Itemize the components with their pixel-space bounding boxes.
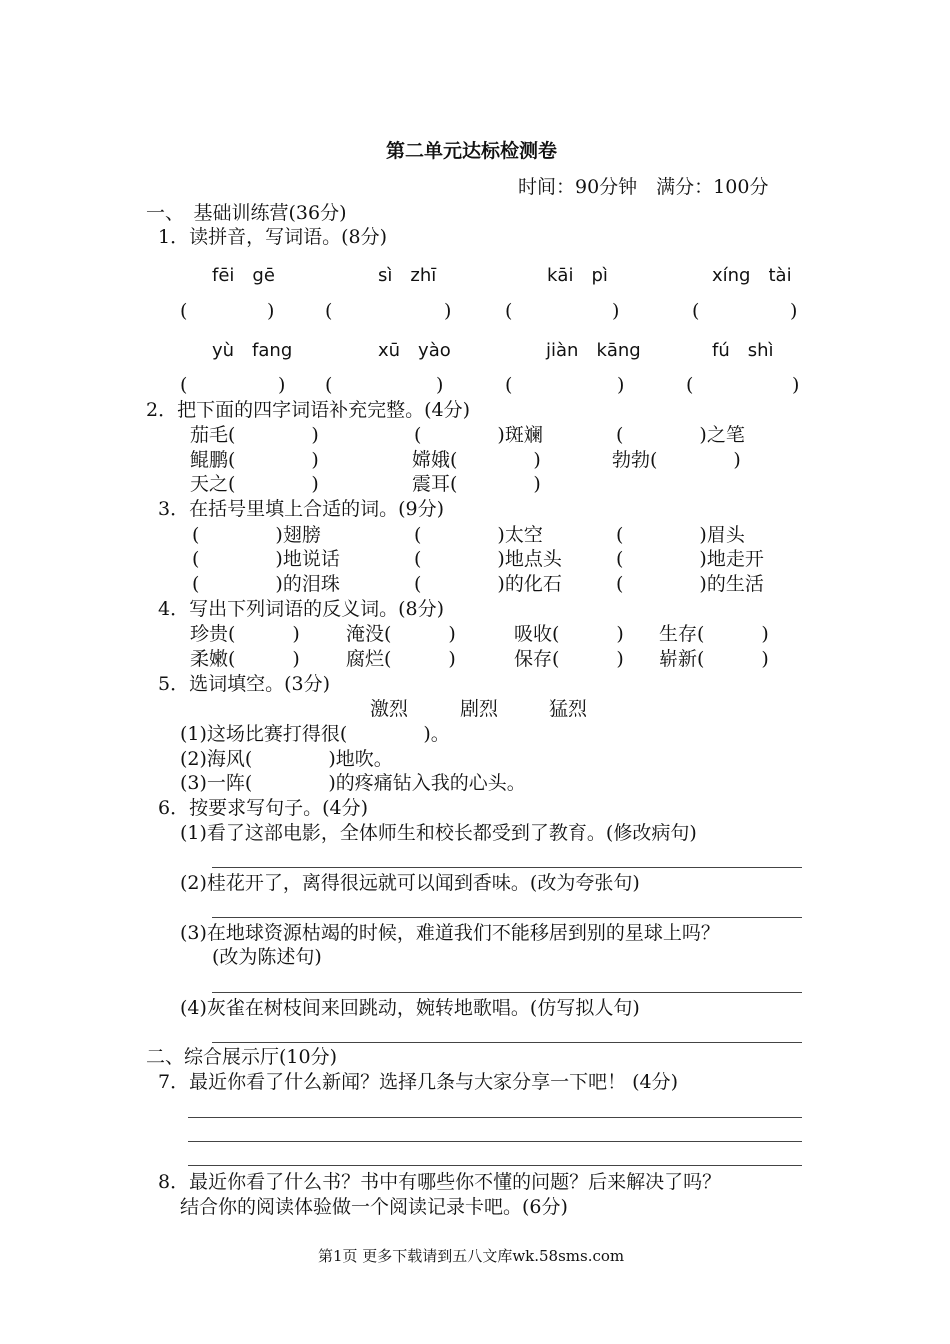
q2-item[interactable]: 茄毛( )	[190, 424, 319, 446]
q3-item[interactable]: ( )的化石	[414, 573, 562, 595]
q6-item: (1)看了这部电影，全体师生和校长都受到了教育。(修改病句)	[180, 822, 697, 844]
q2-item[interactable]: 震耳( )	[412, 473, 541, 495]
q1-pinyin: kāi pì	[547, 265, 608, 286]
q5-item[interactable]: (1)这场比赛打得很( )。	[180, 723, 450, 745]
answer-paren-close: )	[267, 300, 275, 322]
q6-item: (3)在地球资源枯竭的时候，难道我们不能移居到别的星球上吗？	[180, 922, 720, 944]
q3-item[interactable]: ( )太空	[414, 524, 543, 546]
q3-item[interactable]: ( )的泪珠	[192, 573, 340, 595]
q5-word-option: 剧烈	[460, 698, 499, 720]
q3-item[interactable]: ( )的生活	[616, 573, 764, 595]
q2-item[interactable]: 鲲鹏( )	[190, 449, 319, 471]
q5-item[interactable]: (3)一阵( )的疼痛钻入我的心头。	[180, 772, 526, 794]
q2-item[interactable]: 天之( )	[190, 473, 319, 495]
section-1-heading: 一、 基础训练营(36分)	[146, 202, 347, 224]
q2-heading: 2．把下面的四字词语补充完整。(4分)	[146, 399, 471, 421]
q1-pinyin: fēi gē	[212, 265, 275, 286]
answer-paren-close: )	[617, 374, 625, 396]
q3-heading: 3．在括号里填上合适的词。(9分)	[158, 498, 445, 520]
q5-word-option: 激烈	[370, 698, 409, 720]
q6-item: (4)灰雀在树枝间来回跳动，婉转地歌唱。(仿写拟人句)	[180, 997, 640, 1019]
q2-item[interactable]: 勃勃( )	[612, 449, 741, 471]
answer-paren-open[interactable]: (	[180, 300, 188, 322]
answer-line[interactable]	[188, 1141, 802, 1142]
answer-paren-close: )	[612, 300, 620, 322]
answer-paren-open[interactable]: (	[686, 374, 694, 396]
q4-item[interactable]: 生存( )	[659, 623, 769, 645]
q5-word-option: 猛烈	[549, 698, 588, 720]
q4-item[interactable]: 柔嫩( )	[190, 648, 300, 670]
page-footer: 第1页 更多下载请到五八文库wk.58sms.com	[318, 1247, 625, 1265]
q1-heading: 1．读拼音，写词语。(8分)	[158, 226, 388, 248]
q8-heading: 8．最近你看了什么书？书中有哪些你不懂的问题？后来解决了吗？	[158, 1171, 722, 1193]
answer-paren-open[interactable]: (	[180, 374, 188, 396]
answer-paren-close: )	[790, 300, 798, 322]
q4-item[interactable]: 吸收( )	[514, 623, 624, 645]
q2-item[interactable]: 嫦娥( )	[412, 449, 541, 471]
q2-item[interactable]: ( )之笔	[616, 424, 745, 446]
q4-heading: 4．写出下列词语的反义词。(8分)	[158, 598, 445, 620]
answer-paren-close: )	[278, 374, 286, 396]
answer-paren-close: )	[444, 300, 452, 322]
q7-heading: 7．最近你看了什么新闻？选择几条与大家分享一下吧！ (4分)	[158, 1071, 679, 1093]
q3-item[interactable]: ( )地说话	[192, 548, 340, 570]
q1-pinyin: fú shì	[712, 340, 774, 361]
q3-item[interactable]: ( )翅膀	[192, 524, 321, 546]
q1-pinyin: xū yào	[378, 340, 451, 361]
q5-heading: 5．选词填空。(3分)	[158, 673, 331, 695]
q6-item-note: (改为陈述句)	[212, 946, 322, 968]
section-2-heading: 二、综合展示厅(10分)	[146, 1046, 338, 1068]
answer-paren-close: )	[792, 374, 800, 396]
answer-paren-open[interactable]: (	[325, 374, 333, 396]
answer-line[interactable]	[188, 1117, 802, 1118]
q4-item[interactable]: 崭新( )	[659, 648, 769, 670]
q4-item[interactable]: 淹没( )	[346, 623, 456, 645]
q3-item[interactable]: ( )眉头	[616, 524, 745, 546]
answer-line[interactable]	[212, 867, 802, 868]
page-title: 第二单元达标检测卷	[386, 140, 558, 162]
answer-line[interactable]	[212, 1042, 802, 1043]
answer-paren-close: )	[436, 374, 444, 396]
q1-pinyin: sì zhī	[378, 265, 437, 286]
q6-heading: 6．按要求写句子。(4分)	[158, 797, 369, 819]
answer-line[interactable]	[188, 1165, 802, 1166]
q1-pinyin: yù fang	[212, 340, 293, 361]
q1-pinyin: jiàn kāng	[546, 340, 641, 361]
answer-paren-open[interactable]: (	[325, 300, 333, 322]
q8-heading-continued: 结合你的阅读体验做一个阅读记录卡吧。(6分)	[180, 1196, 568, 1218]
q1-pinyin: xíng tài	[712, 265, 792, 286]
answer-paren-open[interactable]: (	[505, 300, 513, 322]
answer-paren-open[interactable]: (	[692, 300, 700, 322]
answer-line[interactable]	[212, 917, 802, 918]
q4-item[interactable]: 保存( )	[514, 648, 624, 670]
q4-item[interactable]: 珍贵( )	[190, 623, 300, 645]
q4-item[interactable]: 腐烂( )	[346, 648, 456, 670]
q2-item[interactable]: ( )斑斓	[414, 424, 543, 446]
q3-item[interactable]: ( )地点头	[414, 548, 562, 570]
q5-item[interactable]: (2)海风( )地吹。	[180, 748, 393, 770]
q6-item: (2)桂花开了，离得很远就可以闻到香味。(改为夸张句)	[180, 872, 640, 894]
time-info: 时间：90分钟 满分：100分	[518, 176, 769, 198]
answer-paren-open[interactable]: (	[505, 374, 513, 396]
q3-item[interactable]: ( )地走开	[616, 548, 764, 570]
answer-line[interactable]	[212, 992, 802, 993]
